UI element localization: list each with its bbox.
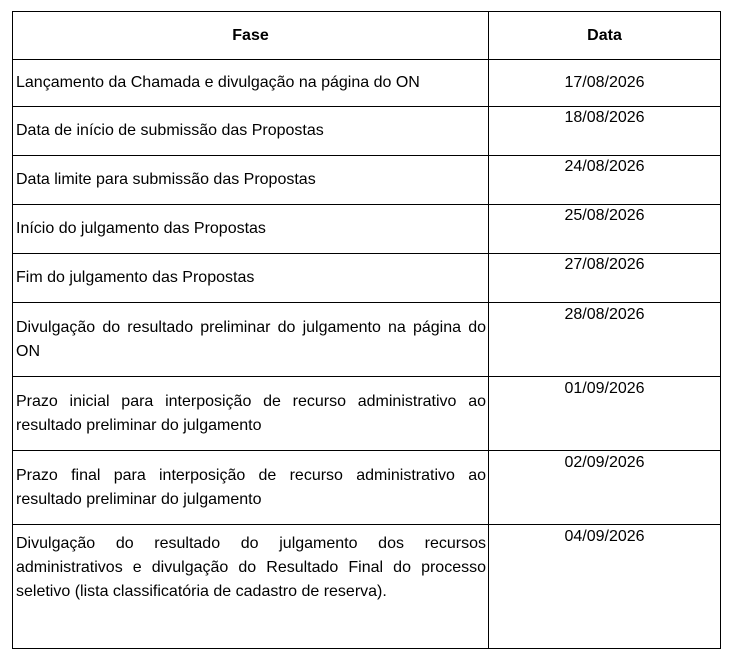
schedule-table-container	[12, 11, 720, 649]
data-cell: 02/09/2026	[489, 451, 721, 525]
column-header-data: Data	[489, 12, 721, 60]
fase-cell: Prazo inicial para interposição de recurso administrativo ao resultado preliminar do julgamento	[13, 377, 489, 451]
data-cell: 04/09/2026	[489, 525, 721, 649]
fase-cell: Lançamento da Chamada e divulgação na página do ON	[13, 60, 489, 107]
fase-cell: Fim do julgamento das Propostas	[13, 254, 489, 303]
fase-cell: Divulgação do resultado do julgamento dos recursos administrativos e divulgação do Resultado Final do processo seletivo (lista classificatória de cadastro de reserva).	[13, 525, 489, 649]
table-row	[13, 60, 721, 107]
fase-cell: Data de início de submissão das Propostas	[13, 107, 489, 156]
table-row	[13, 377, 721, 451]
table-row	[13, 303, 721, 377]
table-row	[13, 254, 721, 303]
fase-cell: Data limite para submissão das Propostas	[13, 156, 489, 205]
fase-cell: Início do julgamento das Propostas	[13, 205, 489, 254]
data-cell: 28/08/2026	[489, 303, 721, 377]
fase-cell: Divulgação do resultado preliminar do julgamento na página do ON	[13, 303, 489, 377]
fase-cell: Prazo final para interposição de recurso administrativo ao resultado preliminar do julgamento	[13, 451, 489, 525]
schedule-table	[12, 11, 721, 649]
column-header-fase: Fase	[13, 12, 489, 60]
data-cell: 01/09/2026	[489, 377, 721, 451]
table-header-row	[13, 12, 721, 60]
data-cell: 25/08/2026	[489, 205, 721, 254]
table-row	[13, 107, 721, 156]
table-row	[13, 156, 721, 205]
table-row	[13, 525, 721, 649]
data-cell: 24/08/2026	[489, 156, 721, 205]
data-cell: 27/08/2026	[489, 254, 721, 303]
data-cell: 18/08/2026	[489, 107, 721, 156]
data-cell: 17/08/2026	[489, 60, 721, 107]
table-row	[13, 205, 721, 254]
table-row	[13, 451, 721, 525]
